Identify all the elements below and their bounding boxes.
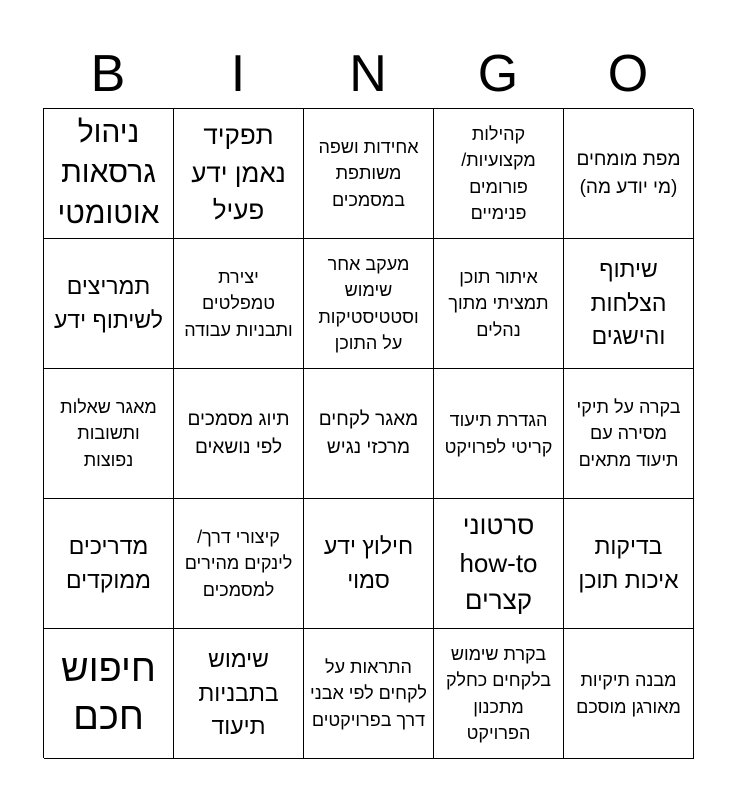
bingo-cell[interactable] [564,239,694,369]
bingo-cell[interactable] [304,629,434,759]
bingo-cell[interactable] [44,629,174,759]
bingo-cell[interactable] [304,109,434,239]
cell-text: הגדרת תיעוד קריטי לפרויקט [444,410,553,457]
cell-text: מדריכים ממוקדים [65,533,151,593]
bingo-cell[interactable] [174,239,304,369]
cell-text: שיתוף הצלחות והישגים [590,256,667,350]
cell-text: חילוץ ידע סמוי [323,533,414,593]
cell-text: אחידות ושפה משותפת במסמכים [318,137,419,210]
cell-text: מאגר לקחים מרכזי נגיש [318,408,419,458]
cell-text: בקרה על תיקי מסירה עם תיעוד מתאים [576,397,681,470]
cell-text: קיצורי דרך/ לינקים מהירים למסמכים [184,527,293,600]
bingo-cell[interactable] [434,629,564,759]
bingo-cell[interactable] [174,499,304,629]
bingo-grid [43,108,693,758]
bingo-cell[interactable] [304,369,434,499]
cell-text: חיפוש חכם [61,648,156,738]
bingo-cell[interactable] [434,239,564,369]
bingo-cell[interactable] [434,369,564,499]
cell-text: תפקיד נאמן ידע פעיל [191,119,286,226]
bingo-cell[interactable] [304,499,434,629]
bingo-cell[interactable] [44,109,174,239]
cell-text: מבנה תיקיות מאורגן מוסכם [576,670,681,717]
cell-text: ניהול גרסאות אוטומטי [57,115,160,230]
bingo-cell[interactable] [304,239,434,369]
cell-text: איתור תוכן תמציתי מתוך נהלים [448,267,549,340]
header-letter-g: G [477,45,519,103]
bingo-header [43,40,693,108]
cell-text: תיוג מסמכים לפי נושאים [187,408,290,458]
bingo-cell[interactable] [564,369,694,499]
bingo-cell[interactable] [434,499,564,629]
bingo-cell[interactable] [564,499,694,629]
cell-text: קהילות מקצועיות/ פורומים פנימיים [461,124,536,223]
bingo-cell[interactable] [434,109,564,239]
bingo-cell[interactable] [174,629,304,759]
bingo-cell[interactable] [174,109,304,239]
cell-text: מאגר שאלות ותשובות נפוצות [60,397,157,470]
cell-text: התראות על לקחים לפי אבני דרך בפרויקטים [310,657,427,730]
cell-text: יצירת טמפלטים ותבניות עבודה [184,267,293,340]
bingo-cell[interactable] [44,499,174,629]
cell-text: סרטוני how-to קצרים [459,509,538,616]
cell-text: שימוש בתבניות תיעוד [198,646,279,740]
cell-text: בקרת שימוש בלקחים כחלק מתכנון הפרויקט [445,644,552,743]
cell-text: מפת מומחים (מי יודע מה) [576,148,681,198]
bingo-cell[interactable] [564,109,694,239]
bingo-cell[interactable] [174,369,304,499]
header-letter-n: N [349,45,387,103]
cell-text: בדיקות איכות תוכן [578,533,679,593]
bingo-cell[interactable] [44,239,174,369]
cell-text: מעקב אחר שימוש וסטטיסטיקות על התוכן [318,254,419,353]
bingo-cell[interactable] [44,369,174,499]
header-letter-b: B [90,45,126,103]
header-letter-i: I [230,45,246,103]
bingo-cell[interactable] [564,629,694,759]
header-letter-o: O [607,45,649,103]
cell-text: תמריצים לשיתוף ידע [54,273,163,333]
